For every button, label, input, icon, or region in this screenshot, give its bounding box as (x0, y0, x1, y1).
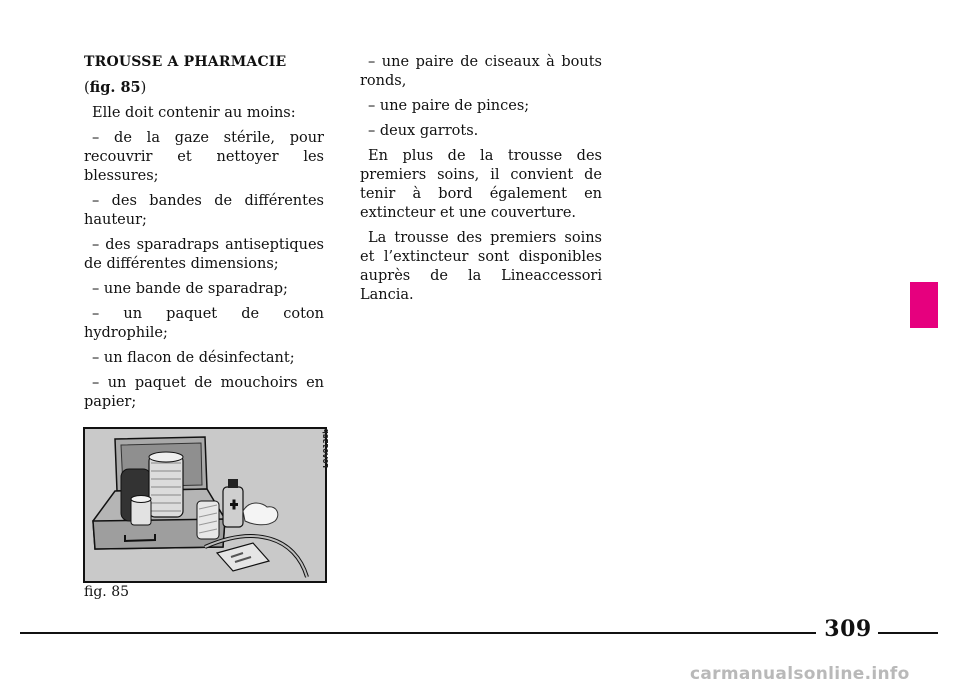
right-column (360, 53, 602, 311)
section-tab-marker (910, 282, 938, 328)
figure-reference-link: fig. 85 (89, 79, 141, 96)
footer-rule-right (878, 632, 938, 634)
list-item: – une paire de ciseaux à bouts ronds, (360, 54, 602, 89)
list-item: – une paire de pinces; (368, 98, 530, 114)
paragraph: En plus de la trousse des premiers soins, il convient de tenir à bord également en extincteur et une couverture. (360, 148, 602, 221)
list-item: – deux garrots. (368, 123, 479, 139)
paragraph: La trousse des premiers soins et l’extincteur sont disponibles auprès de la Lineaccessori Lancia. (360, 230, 602, 303)
list-item: – un paquet de mouchoirs en papier; (84, 375, 324, 410)
page-number: 309 (824, 616, 872, 642)
list-item: – des sparadraps antiseptiques de différentes dimensions; (84, 237, 324, 272)
list-item: – une bande de sparadrap; (92, 281, 288, 297)
figure-code: L0A0128b (322, 428, 330, 468)
section-title: TROUSSE A PHARMACIE (84, 54, 287, 70)
footer-rule-left (20, 632, 816, 634)
list-item: – un paquet de coton hydrophile; (84, 306, 324, 341)
left-column (84, 53, 324, 418)
list-item: – un flacon de désinfectant; (92, 350, 295, 366)
list-item: – des bandes de différentes hauteur; (84, 193, 324, 228)
intro-text: Elle doit contenir au moins: (92, 105, 296, 121)
list-item: – de la gaze stérile, pour recouvrir et nettoyer les blessures; (84, 130, 324, 184)
watermark: carmanualsonline.info (690, 664, 910, 684)
figure-caption: fig. 85 (84, 584, 130, 600)
first-aid-kit-illustration (83, 427, 327, 583)
figure-reference: (fig. 85) (84, 79, 147, 96)
first-aid-kit-icon (85, 429, 325, 581)
